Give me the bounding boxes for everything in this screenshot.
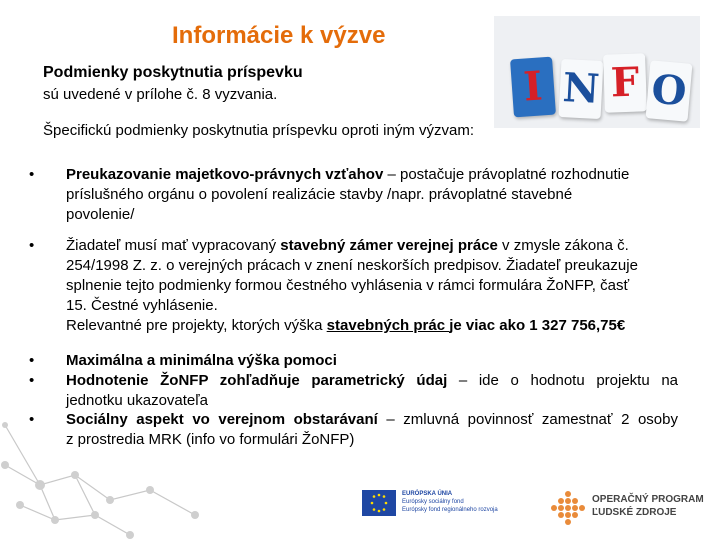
bullet-4-text: Hodnotenie ŽoNFP zohľadňuje parametrický údaj – ide o hodnotu projektu na jednotku ukazovateľa	[66, 372, 679, 409]
info-logo-tile-n: N	[559, 59, 604, 119]
bullet-2-text: Žiadateľ musí mať vypracovaný stavebný zámer verejnej práce v zmysle zákona č. 254/1998 Z. z. o verejných prácach v znení neskorších predpisov. Žiadateľ preukazuje splnenie tejto podmienky formou čestného vyhlásenia v rámci formulára ŽoNFP, časť 15. Čestné vyhlásenie. Relevantné pre projekty, ktorých výška stavebných prác je viac ako 1 327 756,75€	[66, 237, 638, 334]
slide-title: Informácie k výzve	[172, 22, 386, 49]
sub-text: sú uvedené v prílohe č. 8 vyzvania.	[43, 86, 278, 103]
info-logo-tile-o: O	[646, 60, 693, 121]
info-logo-tile-f: F	[603, 53, 647, 112]
bullet-marker: •	[29, 166, 35, 183]
eu-flag-icon	[362, 490, 396, 516]
op-logo-icon	[550, 490, 586, 531]
bullet-2-bold: stavebný zámer verejnej práce	[280, 237, 498, 254]
bullet-3-text: Maximálna a minimálna výška pomoci	[66, 352, 337, 369]
bullet-marker: •	[29, 352, 35, 369]
sub-heading: Podmienky poskytnutia príspevku	[43, 64, 303, 81]
bullet-marker: •	[29, 237, 35, 254]
info-logo-tile-i: I	[510, 57, 556, 118]
bullet-marker: •	[29, 372, 35, 389]
bullet-marker: •	[29, 411, 35, 428]
section-heading: Špecifickú podmienky poskytnutia príspevku oproti iným výzvam:	[43, 122, 475, 139]
bullet-5-text: Sociálny aspekt vo verejnom obstarávaní – zmluvná povinnosť zamestnať 2 osoby z prostredia MRK (info vo formulári ŽoNFP)	[66, 411, 678, 448]
bullet-1-text: Preukazovanie majetkovo-právnych vzťahov – postačuje právoplatné rozhodnutie príslušného orgánu o povolení realizácie stavby /napr. právoplatné stavebné povolenie/	[66, 166, 630, 223]
op-logo-text: OPERAČNÝ PROGRAM ĽUDSKÉ ZDROJE	[592, 494, 704, 518]
eu-logo-text: EURÓPSKA ÚNIA Európsky sociálny fond Európsky fond regionálneho rozvoja	[402, 491, 498, 513]
bullet-1-bold: Preukazovanie majetkovo-právnych vzťahov	[66, 166, 384, 183]
